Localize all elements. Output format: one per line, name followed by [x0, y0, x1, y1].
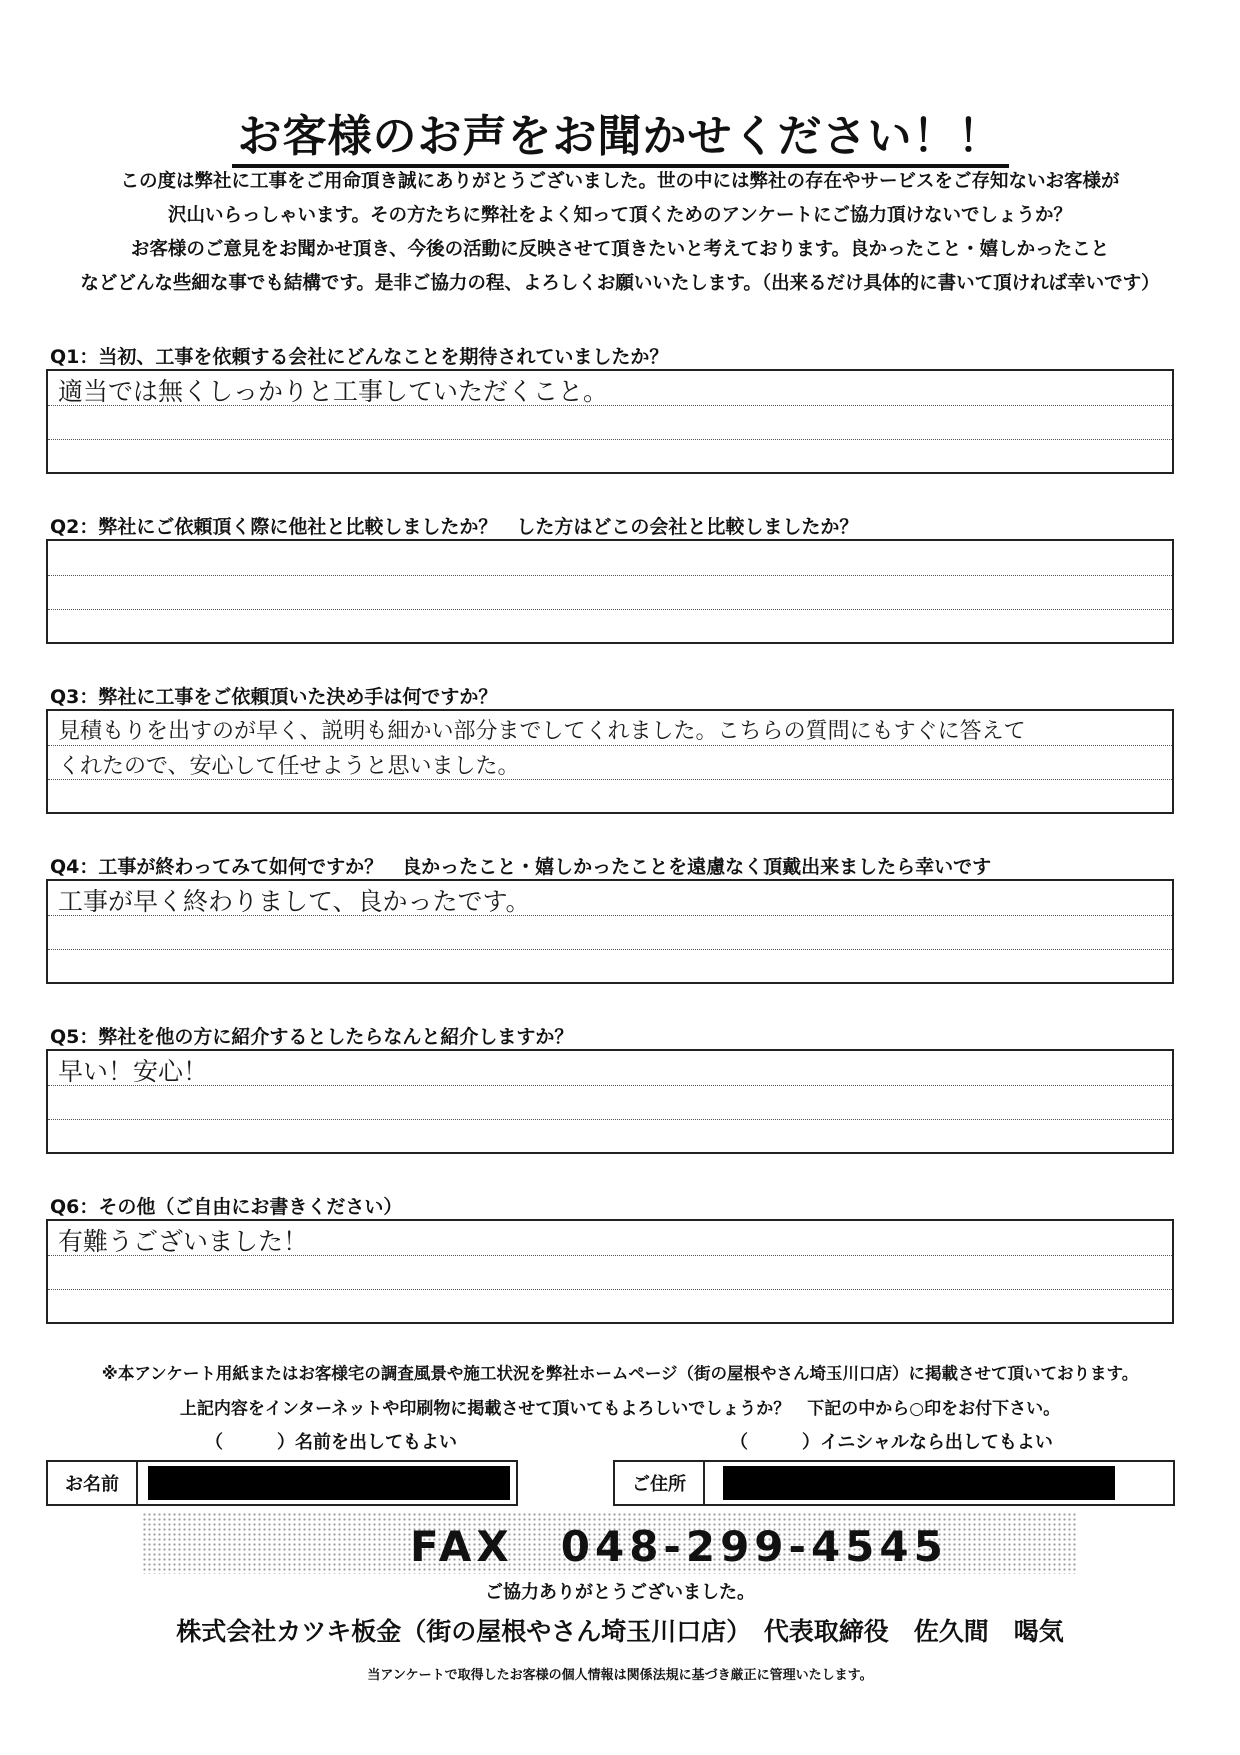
answer-box-q5[interactable]	[46, 1049, 1174, 1154]
address-field-label: ご住所	[615, 1462, 705, 1504]
intro-line: などどんな些細な事でも結構です。是非ご協力の程、よろしくお願いいたします。（出来るだけ具体的に書いて頂ければ幸いです）	[80, 273, 1160, 294]
publication-notice: ※本アンケート用紙またはお客様宅の調査風景や施工状況を弊社ホームページ（街の屋根やさん埼玉川口店）に掲載させて頂いております。	[101, 1364, 1139, 1383]
ruled-line	[48, 1119, 1172, 1120]
question-label-q6: Q6：その他（ご自由にお書きください）	[50, 1196, 403, 1218]
handwritten-answer-q4: 工事が早く終わりまして、良かったです。	[58, 887, 531, 916]
survey-title: お客様のお声をお聞かせください！！	[0, 100, 1240, 164]
address-field[interactable]	[613, 1460, 1175, 1506]
ruled-line	[48, 609, 1172, 610]
ruled-line	[48, 949, 1172, 950]
privacy-note: 当アンケートで取得したお客様の個人情報は関係法規に基づき厳正に管理いたします。	[367, 1668, 873, 1683]
question-label-q5: Q5：弊社を他の方に紹介するとしたらなんと紹介しますか？	[50, 1026, 574, 1048]
question-label-q4: Q4：工事が終わってみて如何ですか？ 良かったこと・嬉しかったことを遠慮なく頂戴出来ましたら幸いです	[50, 856, 992, 878]
answer-box-q3[interactable]	[46, 709, 1174, 814]
handwritten-answer-q5: 早い！安心！	[58, 1057, 209, 1086]
handwritten-answer-q3: 見積もりを出すのが早く、説明も細かい部分までしてくれました。こちらの質問にもすぐに答えて くれたので、安心して任せようと思いました。	[58, 719, 1026, 779]
answer-box-q1[interactable]	[46, 369, 1174, 474]
thanks-message: ご協力ありがとうございました。	[485, 1582, 755, 1603]
ruled-line	[48, 1289, 1172, 1290]
name-field-label: お名前	[48, 1462, 138, 1504]
answer-box-q4[interactable]	[46, 879, 1174, 984]
permission-question: 上記内容をインターネットや印刷物に掲載させて頂いてもよろしいでしょうか？ 下記の中から○印をお付下さい。	[179, 1399, 1061, 1419]
question-label-q2: Q2：弊社にご依頼頂く際に他社と比較しましたか？ した方はどこの会社と比較しましたか？	[50, 516, 859, 538]
intro-line: 沢山いらっしゃいます。その方たちに弊社をよく知って頂くためのアンケートにご協力頂けないでしょうか？	[168, 205, 1072, 226]
answer-box-q2[interactable]	[46, 539, 1174, 644]
question-label-q3: Q3：弊社に工事をご依頼頂いた決め手は何ですか？	[50, 686, 498, 708]
intro-text	[60, 165, 1180, 301]
handwritten-answer-q6: 有難うございました！	[58, 1227, 309, 1256]
name-field[interactable]	[46, 1460, 518, 1506]
redacted-address	[723, 1466, 1115, 1500]
ruled-line	[48, 575, 1172, 576]
intro-line: お客様のご意見をお聞かせ頂き、今後の活動に反映させて頂きたいと考えております。良かったこと・嬉しかったこと	[130, 239, 1110, 260]
ruled-line	[48, 439, 1172, 440]
handwritten-answer-q1: 適当では無くしっかりと工事していただくこと。	[58, 377, 609, 406]
answer-box-q6[interactable]	[46, 1219, 1174, 1324]
choice-initials-ok[interactable]: （ ）イニシャルなら出してもよい	[730, 1432, 1053, 1453]
choice-name-ok[interactable]: （ ）名前を出してもよい	[205, 1432, 457, 1453]
question-label-q1: Q1：当初、工事を依頼する会社にどんなことを期待されていましたか？	[50, 346, 669, 368]
fax-number: FAX 048-299-4545	[410, 1522, 948, 1571]
redacted-name	[148, 1466, 510, 1500]
company-signature: 株式会社カツキ板金（街の屋根やさん埼玉川口店） 代表取締役 佐久間 喝気	[176, 1617, 1064, 1646]
intro-line: この度は弊社に工事をご用命頂き誠にありがとうございました。世の中には弊社の存在やサービスをご存知ないお客様が	[120, 171, 1120, 192]
